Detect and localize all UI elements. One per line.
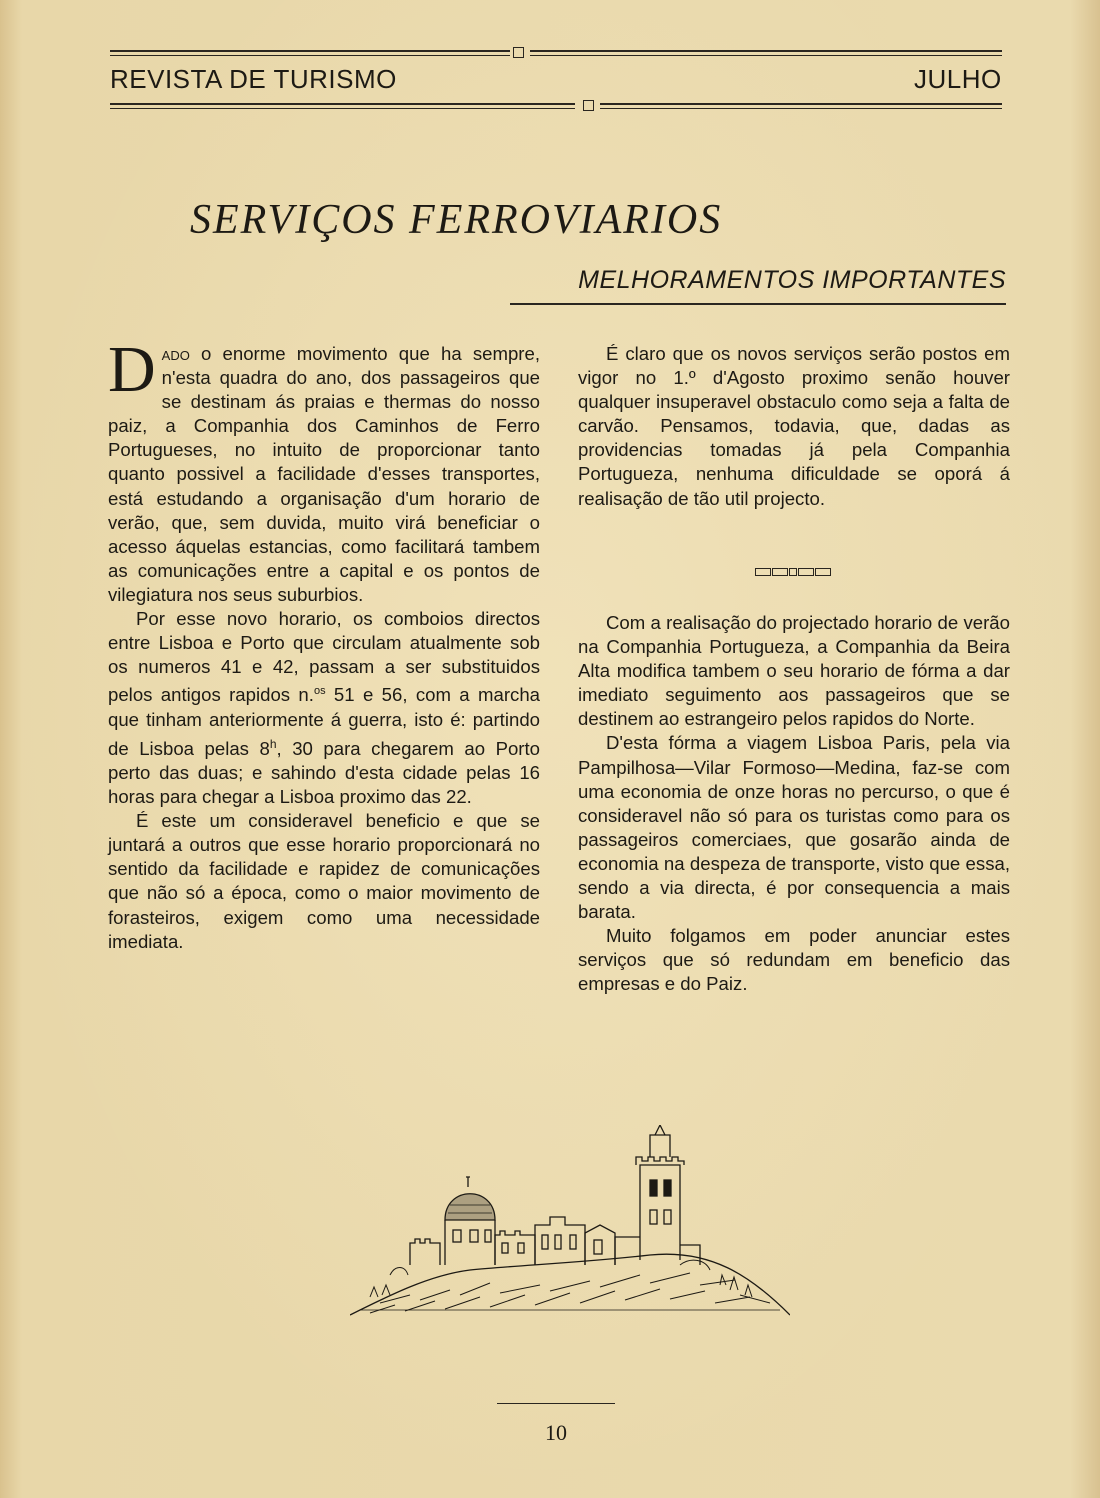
paragraph	[108, 333, 540, 607]
paragraph: Com a realisação do projectado horario de verão na Companhia Portugueza, a Companhia da Beira Alta modifica tambem o seu horario de fórma a dar imediato seguimento aos passageiros que se destinem ao estrangeiro pelos rapidos do Norte.	[578, 612, 1010, 730]
paragraph-text: , 30 para chegarem ao Porto perto das duas; e sahindo d'esta cidade pelas 16 horas para chegar a Lisboa proximo das 22.	[108, 737, 541, 808]
header-bottom-rule-left	[110, 103, 575, 105]
header-bottom-rule-left-2	[110, 108, 575, 109]
subtitle-underline	[510, 303, 1006, 305]
paragraph-text: o enorme movimento que ha sempre, n'esta quadra do ano, dos passageiros que se destinam ás praias e thermas do nosso paiz, a Companhia dos Caminhos de Ferro Portugueses, no intuito de proporcionar tanto quanto possivel a facilidade d'esses transportes, está estudando a organisação d'um horario de verão, que, sem duvida, muito virá beneficiar o acesso áquelas estancias, como facilitará tambem as comunicações entre a capital e os pontos de vilegiatura nos seus suburbios.	[108, 343, 540, 605]
paragraph: É claro que os novos serviços serão postos em vigor no 1.º d'Agosto proximo senão houver qualquer insuperavel obstaculo como seja a falta de carvão. Pensamos, todavia, que, dadas as providencias tomadas já pela Companhia Portugueza, nenhuma dificuldade se oporá á realisação de tão util projecto.	[578, 343, 1010, 509]
header-top-rule-left	[110, 50, 510, 52]
header-bottom-rule-right-2	[600, 108, 1002, 109]
header-month: JULHO	[914, 64, 1002, 94]
paragraph: É este um consideravel beneficio e que se juntará a outros que esse horario proporcionará no sentido da facilidade e rapidez de comunicações que não só a época, como o maior movimento de forasteiros, exigem como uma necessidade imediata.	[108, 810, 540, 952]
paragraph-text: Por esse novo horario, os comboios directos entre Lisboa e Porto que circulam atualmente sob os numeros 41 e 42, passam a ser substituidos pelos antigos rapidos n.	[108, 608, 540, 706]
paragraph	[108, 607, 540, 809]
article-column-right	[578, 342, 1010, 511]
palace-illustration	[350, 1125, 790, 1325]
paragraph-text: 51 e 56, com a marcha que tinham anteriormente á guerra, isto é: partindo de Lisboa pelas 8	[108, 684, 540, 759]
page-number: 10	[545, 1420, 567, 1445]
header-top-rule-right	[530, 50, 1002, 52]
header-title: REVISTA DE TURISMO	[110, 64, 397, 94]
header-top-rule-left-2	[110, 55, 510, 56]
article-column-left	[108, 333, 541, 954]
header-ornament-box-bottom	[583, 100, 594, 111]
paragraph: D'esta fórma a viagem Lisboa Paris, pela via Pampilhosa—Vilar Formoso—Medina, faz-se com uma economia de onze horas no percurso, o que é consideravel não só para os turistas como para os passageiros comerciaes, que gosarão ainda de economia na despeza de transporte, visto que essa, sendo a via directa, é por consequencia a mais barata.	[578, 732, 1010, 923]
superscript: h	[269, 736, 277, 751]
footer-rule	[497, 1403, 615, 1404]
superscript: os	[313, 685, 326, 698]
article-subtitle: MELHORAMENTOS IMPORTANTES	[578, 266, 1006, 294]
section-divider-ornament	[755, 568, 831, 578]
header-top-rule-right-2	[530, 55, 1002, 56]
article-title: SERVIÇOS FERROVIARIOS	[190, 197, 723, 243]
drop-cap: D	[108, 333, 156, 406]
article-column-right-lower	[578, 611, 1010, 997]
header-bottom-rule-right	[600, 103, 1002, 105]
paragraph: Muito folgamos em poder anunciar estes serviços que só redundam em beneficio das empresas e do Paiz.	[578, 925, 1010, 995]
header-ornament-box-top	[513, 47, 524, 58]
small-caps-word: ado	[161, 343, 190, 364]
